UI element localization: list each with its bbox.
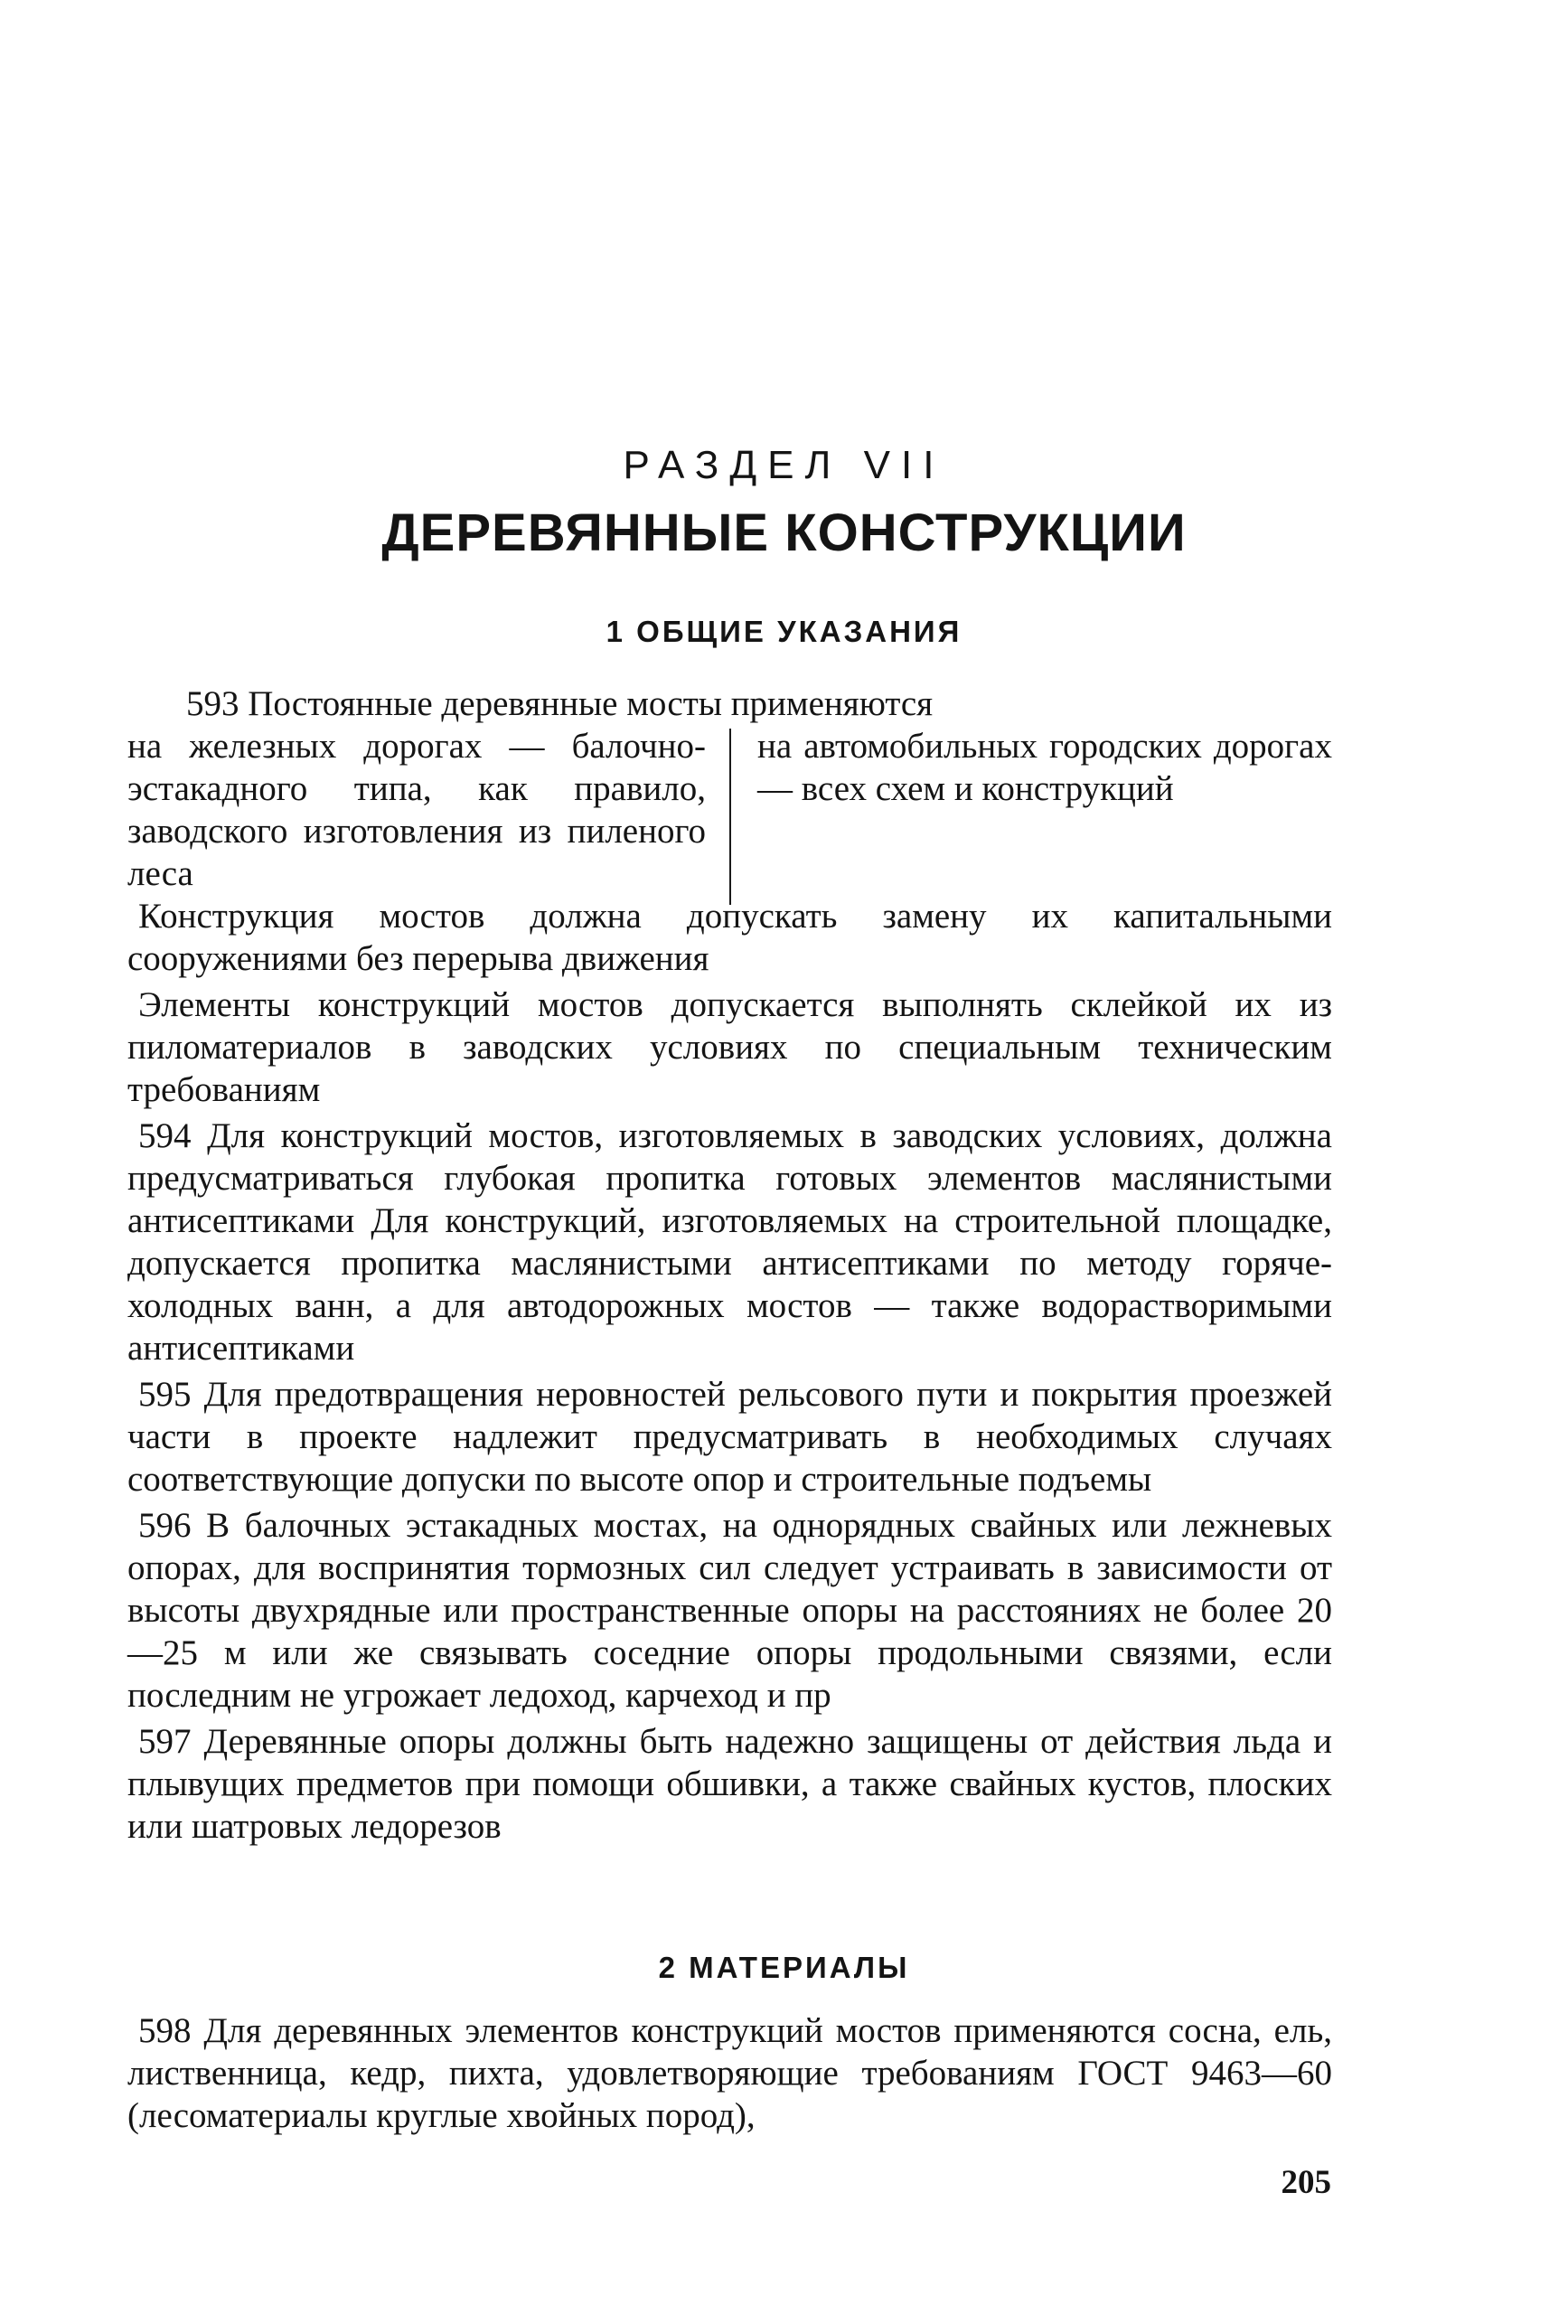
- paragraph-594: 594 Для конструкций мостов, изготовляемых в заводских условиях, должна предусматриваться глубокая пропитка готовых элементов маслянистыми антисептиками Для конструкций, изготовляемых на строительной площадке, допускается пропитка маслянистыми антисептиками по методу горяче-холодных ванн, а для автодорожных мостов — также водорастворимыми антисептиками: [127, 1116, 1332, 1368]
- paragraph-593-right-column: на автомобильных городских дорогах — всех схем и конструкций: [757, 727, 1332, 808]
- paragraph-597: 597 Деревянные опоры должны быть надежно защищены от действия льда и плывущих предметов при помощи обшивки, а также свайных кустов, плоских или шатровых ледорезов: [127, 1722, 1332, 1846]
- paragraph-593-left-column: на железных дорогах — балочно-эстакадного типа, как правило, заводского изготовления из пиленого леса: [127, 727, 706, 893]
- subsection-heading-general: 1 ОБЩИЕ УКАЗАНИЯ: [606, 615, 962, 648]
- body-text-block-1: [127, 895, 1332, 1848]
- paragraph: Элементы конструкций мостов допускается выполнять склейкой их из пиломатериалов в заводских условиях по специальным техническим требованиям: [127, 985, 1332, 1109]
- subsection-heading-materials: 2 МАТЕРИАЛЫ: [658, 1951, 910, 1984]
- paragraph-595: 595 Для предотвращения неровностей рельсового пути и покрытия проезжей части в проекте надлежит предусматривать в необходимых случаях соответствующие допуски по высоте опор и строительные подъемы: [127, 1375, 1332, 1499]
- section-title: ДЕРЕВЯННЫЕ КОНСТРУКЦИИ: [381, 503, 1187, 562]
- section-label: РАЗДЕЛ VII: [623, 443, 945, 487]
- paragraph: Конструкция мостов должна допускать замену их капитальными сооружениями без перерыва движения: [127, 897, 1332, 978]
- page-number: 205: [1281, 2164, 1331, 2201]
- column-divider: [729, 729, 731, 905]
- paragraph-598: 598 Для деревянных элементов конструкций мостов применяются сосна, ель, лиственница, кедр, пихта, удовлетворяющие требованиям ГОСТ 9463—60 (лесоматериалы круглые хвойных пород),: [127, 2011, 1332, 2135]
- body-text-block-2: [127, 2009, 1332, 2137]
- paragraph-593-head: 593 Постоянные деревянные мосты применяются: [186, 684, 934, 723]
- paragraph-596: 596 В балочных эстакадных мостах, на однорядных свайных или лежневых опорах, для воспринятия тормозных сил следует устраивать в зависимости от высоты двухрядные или пространственные опоры на расстояниях не более 20—25 м или же связывать соседние опоры продольными связями, если последним не угрожает ледоход, карчеход и пр: [127, 1506, 1332, 1715]
